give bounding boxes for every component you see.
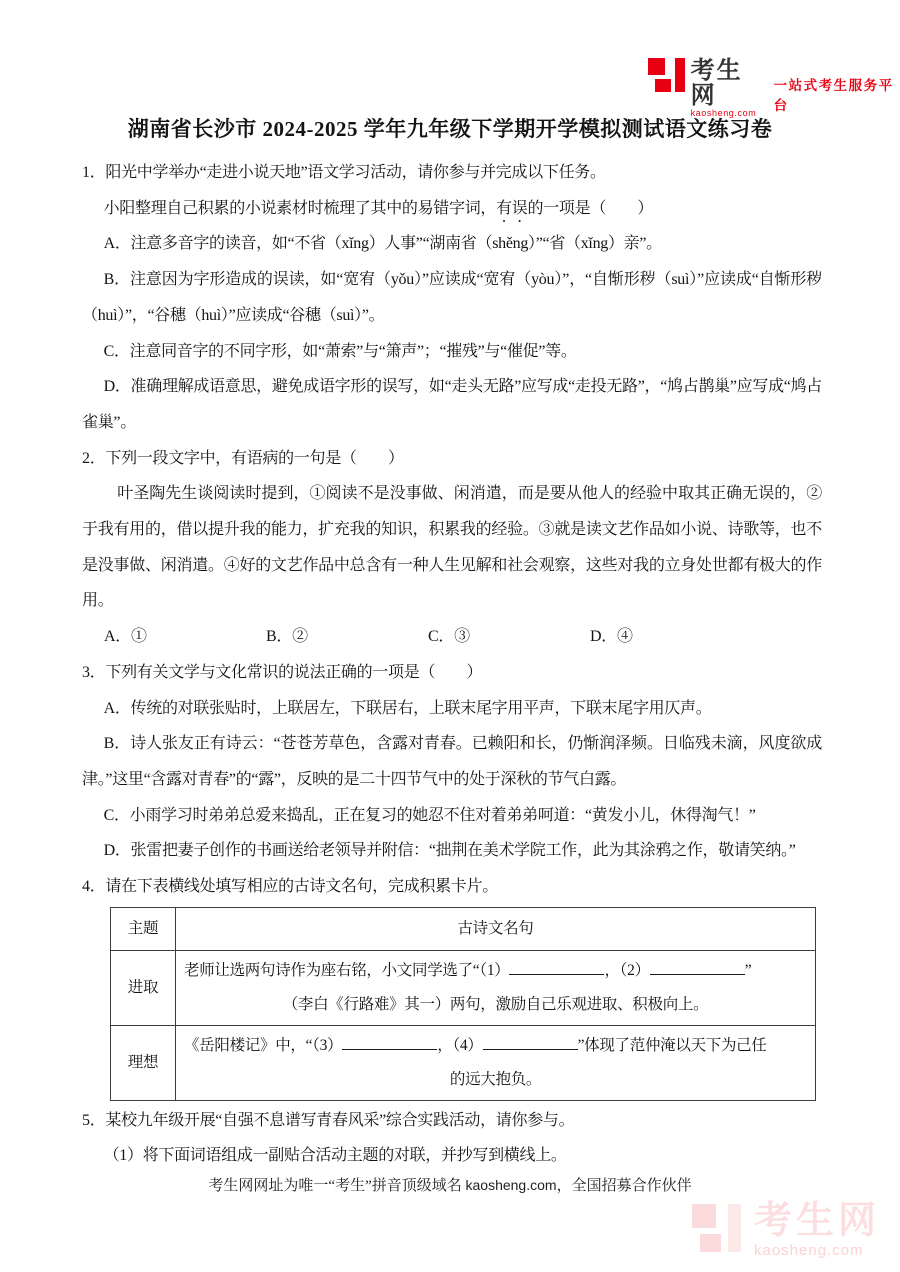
q1-task-emphasis: 有误 <box>496 199 528 217</box>
q2-choice-b: B．② <box>266 628 308 646</box>
table-row <box>111 1025 816 1100</box>
question-1-option-c: C．注意同音字的不同字形，如“萧索”与“箫声”；“摧残”与“催促”等。 <box>103 342 577 360</box>
question-1-option-a: A．注意多音字的读音，如“不省（xǐng）人事”“湖南省（shěng）”“省（xǐng）亲”。 <box>103 235 662 253</box>
row1-seg2: ，（2） <box>604 961 650 979</box>
q2-choice-d: D．④ <box>590 628 633 646</box>
watermark-brand-name: 考生网 <box>753 1200 880 1242</box>
footer-domain: kaosheng.com <box>465 1177 557 1193</box>
kaosheng-logo-icon <box>648 58 684 96</box>
watermark-text-block <box>754 1202 880 1259</box>
answer-blank-2 <box>650 960 745 975</box>
table-cell-line2: 的远大抱负。 <box>449 1070 542 1088</box>
table-row <box>111 950 816 1025</box>
table-theme-cell: 理想 <box>111 1025 176 1100</box>
question-3-option-b: B．诗人张友正有诗云：“苍苍芳草色，含露对青春。已赖阳和长，仍惭润泽频。日临残未滴，风度欲成津。”这里“含露对青春”的“露”，反映的是二十四节气中的处于深秋的节气白露。 <box>82 735 822 788</box>
footer-post: ，全国招募合作伙伴 <box>556 1178 692 1194</box>
row1-seg3: ” <box>744 961 752 979</box>
exam-content <box>82 155 822 1174</box>
question-1-option-d: D．准确理解成语意思，避免成语字形的误写，如“走头无路”应写成“走投无路”，“鸠占鹊巢”应写成“鸠占雀巢”。 <box>82 378 822 431</box>
q1-task-post: 的一项是（ ） <box>527 199 654 217</box>
footer-pre: 考生网网址为唯一“考生”拼音顶级域名 <box>208 1178 466 1194</box>
q2-choice-a: A．① <box>104 628 147 646</box>
page-title: 湖南省长沙市 2024-2025 学年九年级下学期开学模拟测试语文练习卷 <box>127 117 773 141</box>
question-1-stem: 1．阳光中学举办“走进小说天地”语文学习活动，请你参与并完成以下任务。 <box>82 164 606 181</box>
answer-blank-1 <box>509 960 604 975</box>
table-content-cell <box>176 950 816 1025</box>
answer-blank-4 <box>483 1035 578 1050</box>
brand-domain: kaosheng.com <box>690 108 757 118</box>
row2-seg1: 《岳阳楼记》中，“（3） <box>184 1036 343 1054</box>
table-cell-line1 <box>184 954 807 988</box>
question-5-stem: 5．某校九年级开展“自强不息谱写青春风采”综合实践活动，请你参与。 <box>82 1111 575 1129</box>
question-1-task <box>82 191 822 227</box>
question-5-sub1: （1）将下面词语组成一副贴合活动主题的对联，并抄写到横线上。 <box>103 1147 567 1165</box>
table-cell-line2: （李白《行路难》其一）两句，激励自己乐观进取、积极向上。 <box>282 995 709 1013</box>
kaosheng-logo <box>648 58 900 119</box>
question-1-option-b: B．注意因为字形造成的误读，如“宽宥（yǒu）”应读成“宽宥（yòu）”，“自惭形秽（suì）”应读成“自惭形秽（huì）”，“谷穗（huì）”应读成“谷穗（suì）”。 <box>82 271 822 324</box>
q1-task-pre: 小阳整理自己积累的小说素材时梳理了其中的易错字词， <box>103 199 497 217</box>
brand-tagline: 一站式考生服务平台 <box>773 78 894 113</box>
kaosheng-watermark-icon <box>692 1202 746 1258</box>
table-header-theme: 主题 <box>111 907 176 950</box>
table-content-cell <box>176 1025 816 1100</box>
answer-blank-3 <box>342 1035 437 1050</box>
watermark-domain: kaosheng.com <box>753 1242 864 1259</box>
question-3-stem: 3．下列有关文学与文化常识的说法正确的一项是（ ） <box>82 663 483 681</box>
row2-seg3: ”体现了范仲淹以天下为己任 <box>577 1036 767 1054</box>
question-3-option-c: C．小雨学习时弟弟总爱来捣乱，正在复习的她忍不住对着弟弟呵道：“黄发小儿，休得淘气！” <box>103 806 756 824</box>
table-header-quotes: 古诗文名句 <box>176 907 816 950</box>
brand-name: 考生网 <box>690 57 743 109</box>
table-theme-cell: 进取 <box>111 950 176 1025</box>
question-4-stem: 4．请在下表横线处填写相应的古诗文名句，完成积累卡片。 <box>82 878 498 896</box>
question-2-passage: 叶圣陶先生谈阅读时提到，①阅读不是没事做、闲消遣，而是要从他人的经验中取其正确无误的，②于我有用的，借以提升我的能力，扩充我的知识，积累我的经验。③就是读文艺作品如小说、诗歌等，也不是没事做、闲消遣。④好的文艺作品中总含有一种人生见解和社会观察，这些对我的立身处世都有极大的作用。 <box>82 485 822 610</box>
footer-note <box>0 1174 900 1195</box>
question-2-choices <box>82 619 822 655</box>
row2-seg2: ，（4） <box>437 1036 483 1054</box>
kaosheng-watermark <box>692 1202 880 1259</box>
q2-choice-c: C．③ <box>428 628 470 646</box>
row1-seg1: 老师让选两句诗作为座右铭，小文同学选了“（1） <box>184 961 510 979</box>
question-3-option-d: D．张雷把妻子创作的书画送给老领导并附信：“拙荆在美术学院工作，此为其涂鸦之作，敬请笑纳。” <box>103 842 796 860</box>
poetry-accumulation-table <box>110 907 816 1101</box>
logo-text-block <box>691 58 764 119</box>
question-2-stem: 2．下列一段文字中，有语病的一句是（ ） <box>82 449 404 467</box>
table-header-row <box>111 907 816 950</box>
question-3-option-a: A．传统的对联张贴时，上联居左，下联居右，上联末尾字用平声，下联末尾字用仄声。 <box>103 699 712 717</box>
table-cell-line1 <box>184 1029 807 1063</box>
